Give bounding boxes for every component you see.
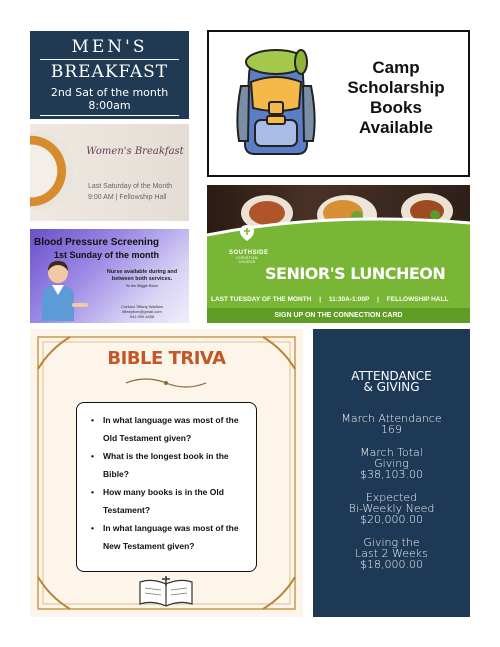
attendance-heading-line1: ATTENDANCE — [351, 369, 432, 383]
stat-label: March Total — [360, 446, 423, 459]
trivia-question-list — [77, 403, 256, 555]
divider — [40, 115, 179, 116]
blood-pressure-note-small: *In the Wiggle Room — [125, 284, 159, 288]
blood-pressure-title: Blood Pressure Screening — [34, 237, 160, 248]
stat-label: Expected — [365, 491, 418, 504]
stat-label: Giving the — [363, 536, 420, 549]
trivia-question: • What is the longest book in the Bible? — [91, 447, 250, 483]
womens-breakfast-card — [30, 124, 189, 221]
seniors-luncheon-title: SENIOR'S LUNCHEON — [265, 264, 446, 283]
seniors-luncheon-meta — [211, 296, 469, 303]
contact-email: tiffanyfcm@gmail.com — [122, 309, 162, 314]
camp-line4: Available — [358, 118, 434, 137]
camp-line2: Scholarship — [347, 78, 445, 97]
divider — [40, 59, 179, 60]
location-pin-icon — [240, 225, 254, 241]
blood-pressure-card — [30, 229, 189, 323]
seniors-luncheon-card — [207, 185, 470, 323]
stat-label: Bi-Weekly Need — [348, 502, 435, 515]
stat-label: Giving — [374, 457, 409, 470]
stat-value: $18,000.00 — [360, 558, 423, 571]
camp-line3: Books — [370, 98, 422, 117]
camp-text — [331, 58, 461, 138]
southside-logo — [229, 225, 269, 264]
camp-line1: Camp — [372, 58, 420, 77]
open-bible-icon — [136, 574, 196, 608]
mens-breakfast-time: 8:00am — [88, 99, 131, 112]
blood-pressure-subtitle: 1st Sunday of the month — [54, 250, 160, 260]
mens-breakfast-title-line1: MEN'S — [71, 37, 148, 57]
backpack-icon — [229, 46, 324, 161]
mens-breakfast-schedule: 2nd Sat of the month — [50, 86, 169, 99]
stat-giving-last-2-weeks — [313, 537, 470, 570]
mens-breakfast-card — [30, 31, 189, 119]
signup-bar: SIGN UP ON THE CONNECTION CARD — [207, 308, 470, 323]
luncheon-location: FELLOWSHIP HALL — [386, 296, 449, 303]
trivia-question: • In what language was most of the New Testament given? — [91, 519, 250, 555]
stat-value: 169 — [381, 423, 402, 436]
nurse-icon — [36, 259, 92, 321]
luncheon-day: LAST TUESDAY OF THE MONTH — [211, 296, 312, 303]
separator: | — [319, 296, 322, 303]
brand-subtitle: CHRISTIAN CHURCH — [236, 256, 258, 264]
stat-value: $38,103.00 — [360, 468, 423, 481]
blood-pressure-note-main: Nurse available during and between both services. — [106, 269, 178, 282]
bible-trivia-title: BIBLE TRIVA — [107, 348, 226, 369]
stat-march-total-giving — [313, 447, 470, 480]
camp-scholarship-card — [207, 30, 470, 177]
trivia-question: • How many books is in the Old Testament? — [91, 483, 250, 519]
womens-breakfast-title: Women's Breakfast — [86, 146, 184, 157]
attendance-heading-line2: & GIVING — [363, 380, 420, 394]
contact-name: Contact Tiffany Wadlow — [121, 304, 163, 309]
luncheon-time: 11:30A-1:00P — [328, 296, 370, 303]
bible-trivia-card — [30, 329, 303, 617]
womens-breakfast-details: 9:00 AM | Fellowship Hall — [88, 194, 167, 201]
attendance-giving-card — [313, 329, 470, 617]
blood-pressure-contact — [100, 304, 184, 319]
stat-label: March Attendance — [341, 412, 442, 425]
stat-march-attendance — [313, 413, 470, 435]
contact-phone: 541.990.4456 — [129, 314, 155, 319]
womens-breakfast-schedule: Last Saturday of the Month — [88, 183, 173, 190]
attendance-heading — [313, 371, 470, 393]
trivia-question: • In what language was most of the Old Testament given? — [91, 411, 250, 447]
brand-name: SOUTHSIDE — [229, 250, 269, 256]
blood-pressure-note — [100, 269, 184, 290]
trivia-questions-box — [76, 402, 257, 572]
womens-breakfast-info — [88, 181, 188, 203]
mens-breakfast-title-line2: BREAKFAST — [50, 62, 169, 82]
stat-label: Last 2 Weeks — [355, 547, 428, 560]
stat-expected-need — [313, 492, 470, 525]
stat-value: $20,000.00 — [360, 513, 423, 526]
separator: | — [377, 296, 379, 303]
plate-image — [30, 132, 74, 210]
